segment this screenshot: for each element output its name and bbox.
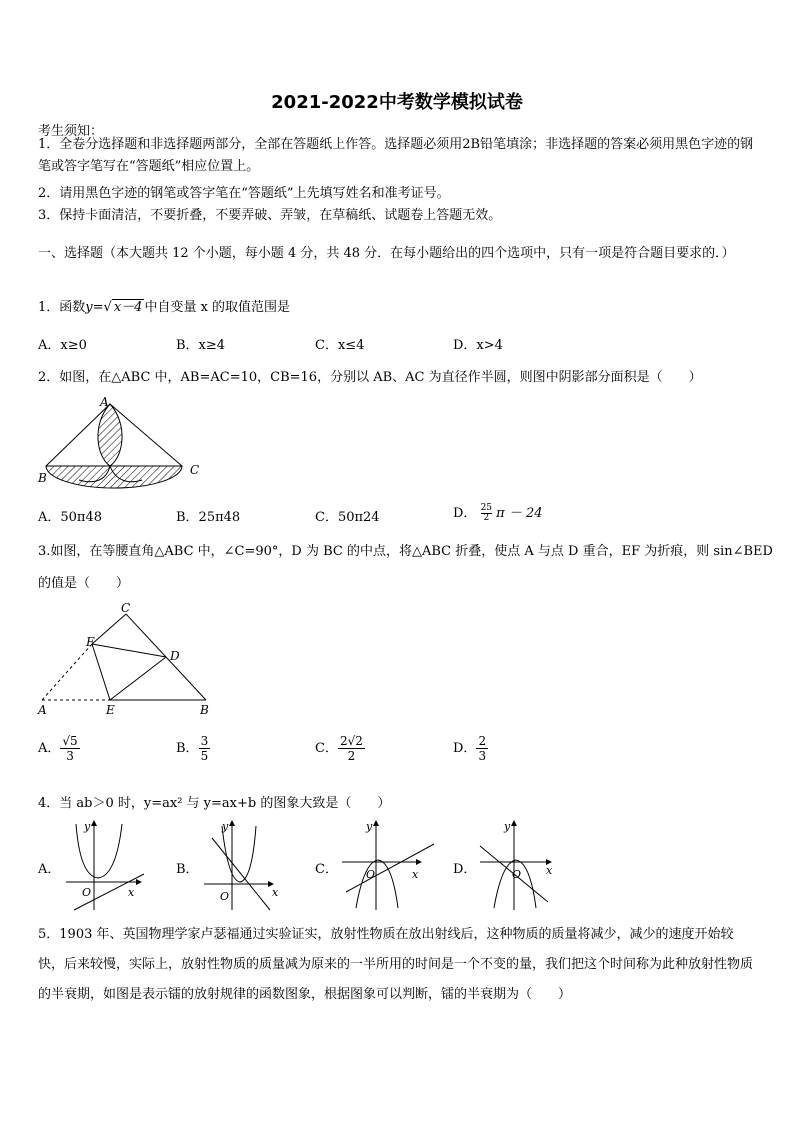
q4b-x-label: x	[272, 886, 279, 899]
q3-option-d-num: 2	[478, 734, 487, 748]
notice-item-2: 2．请用黑色字迹的钢笔或答字笔在“答题纸”上先填写姓名和准考证号。	[38, 186, 450, 201]
q3-segment-fd	[92, 644, 166, 657]
q3-option-d-fraction	[476, 734, 488, 763]
question-4-stem: 4．当 ab＞0 时，y=ax² 与 y=ax+b 的图象大致是（ ）	[38, 796, 391, 811]
question-1-stem	[38, 296, 290, 315]
q4a-y-arrow	[91, 820, 97, 826]
q2-shaded-lower	[46, 466, 182, 488]
q4d-origin-label: O	[512, 868, 522, 881]
q4c-y-arrow	[373, 820, 379, 826]
page-title: 2021-2022中考数学模拟试卷	[271, 92, 523, 113]
q4b-origin-label: O	[220, 890, 230, 903]
notice-heading: 考生须知：	[38, 124, 104, 139]
notice-item-3: 3．保持卡面清洁，不要折叠，不要弄破、弄皱，在草稿纸、试题卷上答题无效。	[38, 208, 502, 223]
q4b-parabola	[222, 826, 256, 882]
q4-graph-b	[198, 816, 288, 914]
q3-option-b	[176, 734, 210, 763]
q3-fold-ef	[92, 644, 110, 700]
q3-segment-ed	[110, 657, 166, 700]
q2-option-d-prefix: D．	[453, 506, 477, 521]
q4-graph-a	[60, 816, 150, 914]
q1-option-a: A．x≥0	[38, 338, 87, 353]
q4d-y-label: y	[504, 820, 511, 833]
section-heading: 一、选择题（本大题共 12 个小题，每小题 4 分，共 48 分．在每小题给出的四个选项中，只有一项是符合题目要求的．）	[38, 246, 735, 261]
q3-option-c-prefix: C．	[315, 741, 338, 756]
q2-label-a: A	[100, 395, 109, 409]
q4-graph-d	[474, 816, 578, 914]
q3-option-b-fraction	[199, 734, 211, 763]
q3-option-b-num: 3	[200, 734, 209, 748]
q4c-y-label: y	[366, 820, 373, 833]
q3-option-c	[315, 734, 365, 763]
q3-label-f: F	[86, 635, 95, 649]
question-2-stem: 2．如图，在△ABC 中，AB=AC=10，CB=16，分别以 AB、AC 为直径作半圆，则图中阴影部分面积是（ ）	[38, 370, 702, 385]
q4a-x-arrow	[136, 879, 142, 885]
q3-option-c-fraction	[338, 734, 365, 763]
q3-label-a: A	[38, 703, 47, 717]
q3-option-b-den: 5	[200, 749, 209, 763]
q4c-line	[346, 844, 434, 892]
q4-option-d-label: D．	[453, 862, 477, 877]
q2-label-b: B	[38, 471, 47, 485]
q2-option-d-fraction	[481, 504, 492, 523]
q3-option-a-den: 3	[66, 749, 74, 763]
q3-option-a-num: √5	[62, 734, 78, 748]
q1-suffix: 中自变量 x 的取值范围是	[144, 300, 291, 315]
q2-label-c: C	[190, 463, 200, 477]
q4c-x-label: x	[412, 868, 419, 881]
q3-figure	[34, 600, 214, 718]
q3-option-d-prefix: D．	[453, 741, 477, 756]
q4c-origin-label: O	[366, 868, 376, 881]
q2-option-a: A．50π48	[38, 510, 103, 525]
q1-option-b: B．x≥4	[176, 338, 226, 353]
q4-option-b-label: B．	[176, 862, 199, 877]
q2-option-d	[453, 502, 543, 523]
q1-radicand: x－4	[113, 300, 143, 315]
q1-func: y=	[85, 300, 104, 315]
notice-item-1: 1．全卷分选择题和非选择题两部分，全部在答题纸上作答。选择题必须用2B铅笔填涂；非选择题的答案必须用黑色字迹的钢笔或答字笔写在“答题纸”相应位置上。	[38, 137, 754, 174]
q3-side-cf	[92, 614, 126, 644]
q2-option-c: C．50π24	[315, 510, 380, 525]
sqrt-sign: √	[103, 300, 112, 315]
q3-label-c: C	[121, 601, 131, 615]
q4-graph-c	[336, 816, 440, 914]
q3-option-a	[38, 734, 80, 763]
q3-folded-af	[42, 644, 92, 700]
q4a-x-label: x	[128, 886, 135, 899]
question-3-stem-line-1: 3.如图，在等腰直角△ABC 中，∠C=90°，D 为 BC 的中点，将△ABC 折叠，使点 A 与点 D 重合，EF 为折痕，则 sin∠BED	[38, 544, 773, 559]
question-5-stem: 5．1903 年、英国物理学家卢瑟福通过实验证实，放射性物质在放出射线后，这种物质的质量将减少，减少的速度开始较快，后来较慢，实际上，放射性物质的质量减为原来的一半所用的时间是一个不变的量，我们把这个时间称为此种放射性物质的半衰期，如图是表示镭的放射规律的函数图象，根据图象可以判断，镭的半衰期为（ ）	[38, 927, 754, 1002]
q4b-y-arrow	[229, 820, 235, 826]
q4d-y-arrow	[511, 820, 517, 826]
q1-option-d: D．x>4	[453, 338, 503, 353]
q2-option-d-den: 2	[483, 513, 490, 523]
q3-option-c-den: 2	[347, 749, 356, 763]
q2-option-d-suffix: π － 24	[496, 506, 543, 521]
q4a-y-label: y	[84, 820, 91, 833]
q3-option-a-fraction	[60, 734, 79, 763]
q3-label-e: E	[106, 703, 115, 717]
q3-label-d: D	[170, 649, 180, 663]
q3-option-d-den: 3	[478, 749, 487, 763]
q2-shaded-upper	[98, 404, 122, 466]
q3-option-d	[453, 734, 488, 763]
q3-label-b: B	[200, 703, 209, 717]
q4a-parabola	[76, 824, 122, 878]
q2-option-d-num: 25	[480, 503, 493, 513]
q3-option-c-num: 2√2	[339, 734, 363, 748]
q4a-origin-label: O	[82, 886, 92, 899]
q2-option-b: B．25π48	[176, 510, 241, 525]
q4d-x-label: x	[546, 864, 553, 877]
question-3-stem-line-2: 的值是（ ）	[38, 576, 130, 591]
q4c-x-arrow	[416, 859, 422, 865]
q3-option-a-prefix: A．	[38, 741, 61, 756]
q1-prefix: 1．函数	[38, 300, 86, 315]
q4-option-c-label: C．	[315, 862, 338, 877]
q4-option-a-label: A．	[38, 862, 61, 877]
q4b-y-label: y	[222, 820, 229, 833]
q3-option-b-prefix: B．	[176, 741, 199, 756]
q1-option-c: C．x≤4	[315, 338, 365, 353]
q2-figure	[34, 394, 214, 490]
